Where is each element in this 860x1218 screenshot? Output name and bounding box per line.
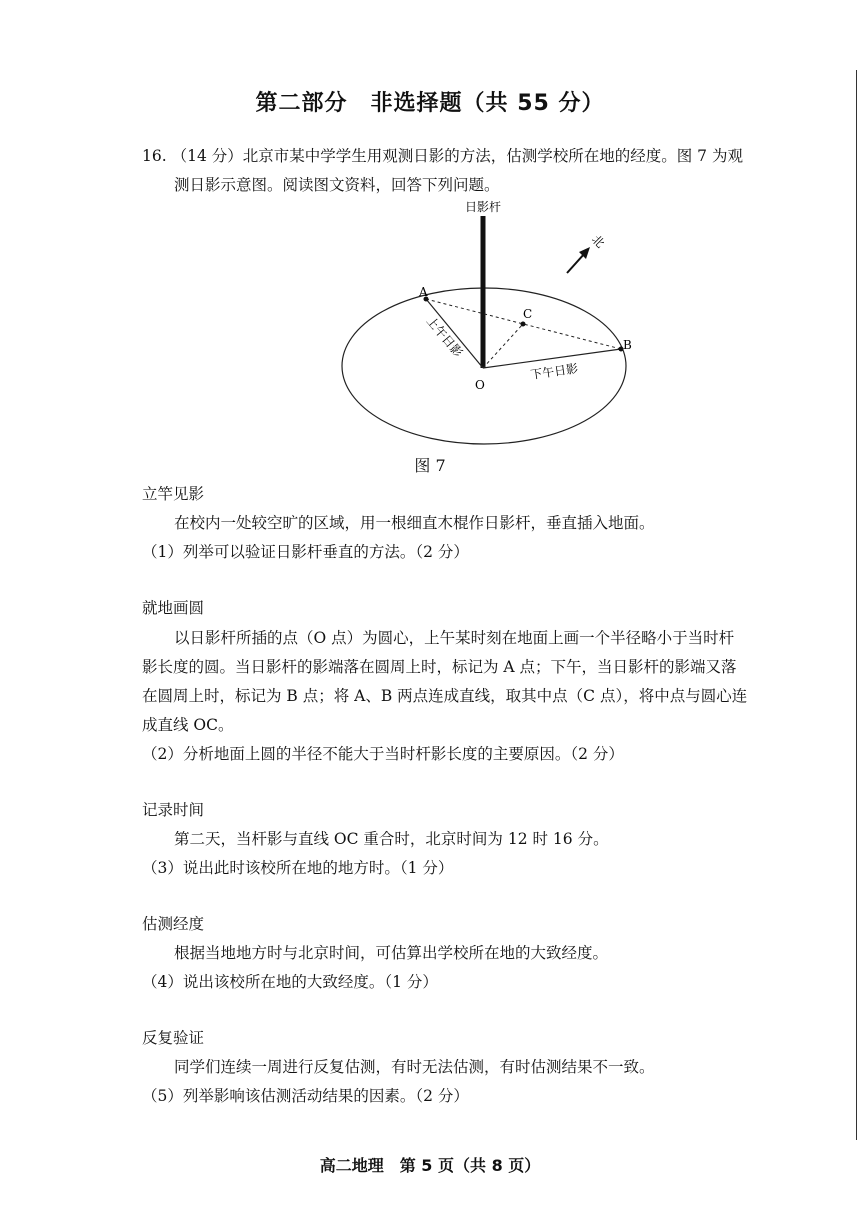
- section-4-line-1: 根据当地地方时与北京时间，可估算出学校所在地的大致经度。: [174, 944, 609, 962]
- question-1: （1）列举可以验证日影杆垂直的方法。（2 分）: [142, 543, 469, 561]
- section-title: 第二部分 非选择题（共 55 分）: [255, 91, 605, 116]
- question-3: （3）说出此时该校所在地的地方时。（1 分）: [142, 859, 454, 877]
- page-footer: 高二地理 第 5 页（共 8 页）: [319, 1156, 541, 1175]
- morning-shadow-label: 上午日影: [423, 313, 466, 360]
- point-c-dot: [521, 322, 526, 327]
- afternoon-shadow-label: 下午日影: [529, 361, 579, 382]
- question-2: （2）分析地面上圆的半径不能大于当时杆影长度的主要原因。（2 分）: [142, 745, 624, 763]
- question-5: （5）列举影响该估测活动结果的因素。（2 分）: [142, 1087, 469, 1105]
- section-1-line-1: 在校内一处较空旷的区域，用一根细直木棍作日影杆，垂直插入地面。: [174, 514, 655, 532]
- section-2-line-3: 在圆周上时，标记为 B 点；将 A、B 两点连成直线，取其中点（C 点），将中点与圆心连: [142, 687, 748, 705]
- point-b-label: B: [623, 338, 632, 352]
- gnomon-label: 日影杆: [464, 200, 502, 214]
- line-oc: [483, 324, 523, 368]
- figure-caption: 图 7: [414, 456, 446, 475]
- section-2-line-4: 成直线 OC。: [142, 716, 234, 734]
- section-5-line-1: 同学们连续一周进行反复估测，有时无法估测，有时估测结果不一致。: [174, 1058, 655, 1076]
- question-16-line-1: 16. （14 分）北京市某中学学生用观测日影的方法，估测学校所在地的经度。图 7 为观: [142, 147, 743, 165]
- section-heading-5: 反复验证: [142, 1029, 205, 1047]
- north-arrow-shaft: [567, 253, 585, 273]
- section-2-line-2: 影长度的圆。当日影杆的影端落在圆周上时，标记为 A 点；下午，当日影杆的影端又落: [142, 658, 737, 676]
- point-c-label: C: [523, 307, 533, 321]
- figure-7-diagram: [330, 196, 640, 476]
- page-right-border: [856, 70, 857, 1140]
- section-heading-3: 记录时间: [142, 801, 205, 819]
- section-2-line-1: 以日影杆所插的点（O 点）为圆心，上午某时刻在地面上画一个半径略小于当时杆: [174, 629, 735, 647]
- section-heading-2: 就地画圆: [142, 599, 205, 617]
- point-o-label: O: [475, 378, 485, 392]
- section-3-line-1: 第二天，当杆影与直线 OC 重合时，北京时间为 12 时 16 分。: [174, 830, 609, 848]
- question-16-line-2: 测日影示意图。阅读图文资料，回答下列问题。: [174, 176, 500, 194]
- section-heading-1: 立竿见影: [142, 485, 205, 503]
- point-a-label: A: [419, 285, 428, 299]
- north-label: 北: [588, 232, 608, 251]
- section-heading-4: 估测经度: [142, 915, 205, 933]
- question-4: （4）说出该校所在地的大致经度。（1 分）: [142, 973, 438, 991]
